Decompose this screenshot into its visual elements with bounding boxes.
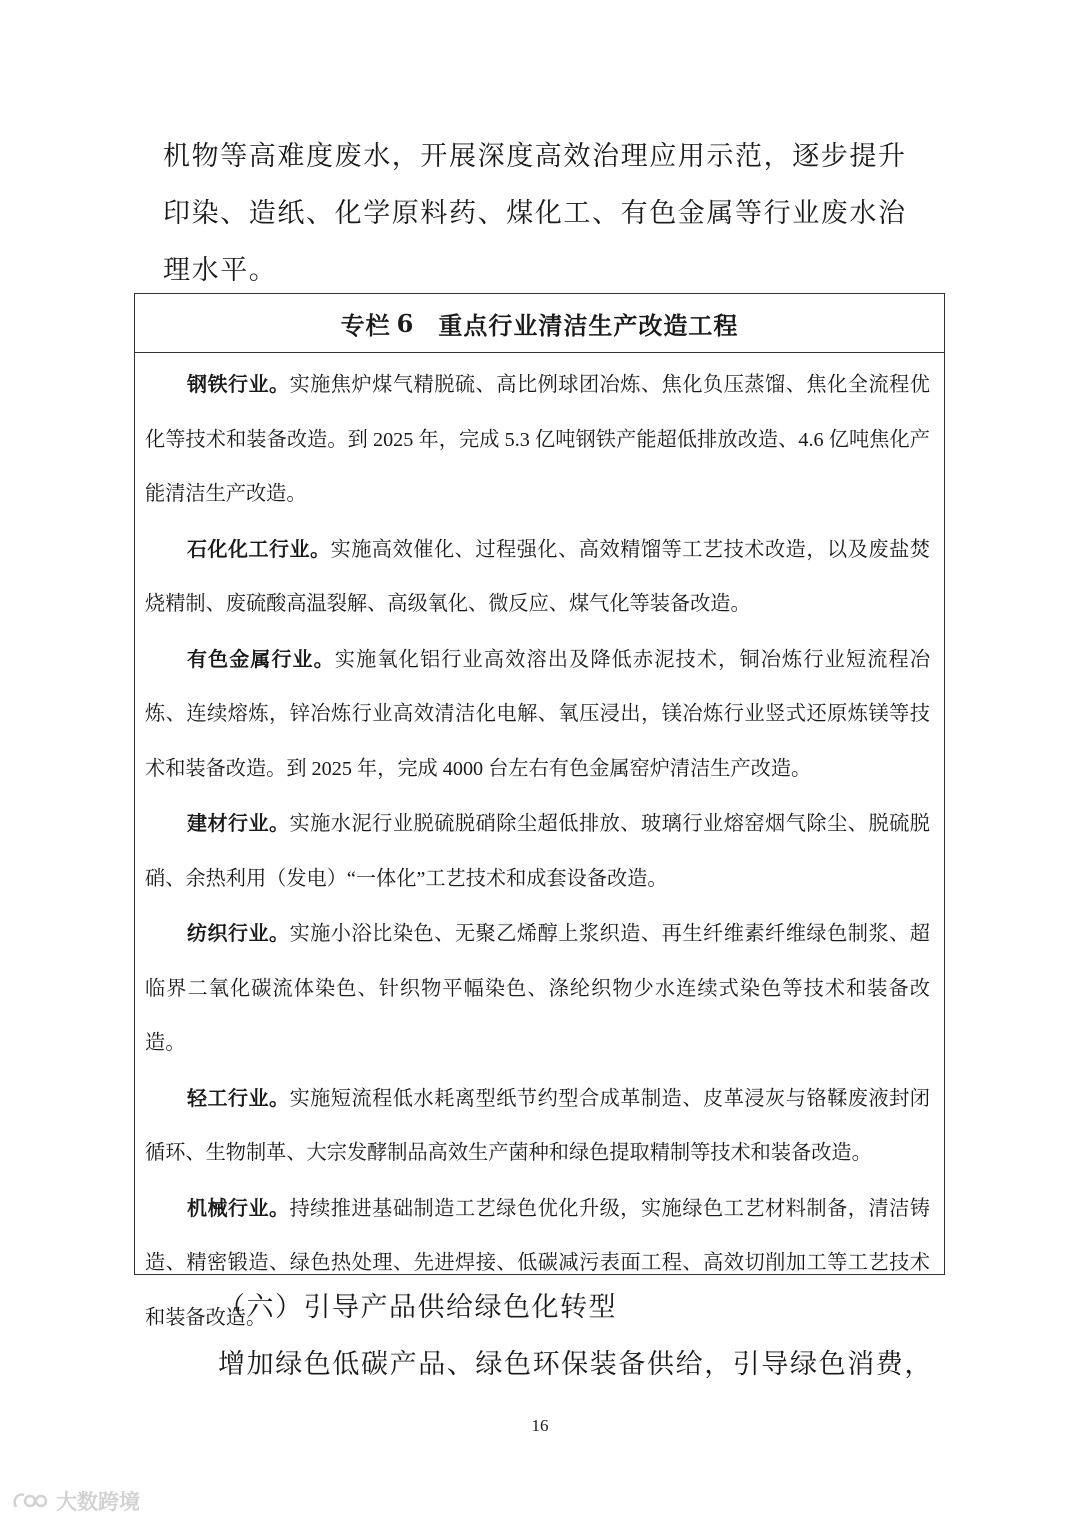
section-lead: 轻工行业。 <box>187 1085 290 1110</box>
section-text: 实施水泥行业脱硫脱硝除尘超低排放、玻璃行业熔窑烟气除尘、脱硫脱硝、余热利用（发电）“一体化”工艺技术和成套设备改造。 <box>145 813 930 890</box>
body-paragraph: 增加绿色低碳产品、绿色环保装备供给，引导绿色消费， <box>218 1349 933 1380</box>
section-text: 实施短流程低水耗离型纸节约型合成革制造、皮革浸灰与铬鞣废液封闭循环、生物制革、大宗发酵制品高效生产菌种和绿色提取精制等技术和装备改造。 <box>145 1087 930 1164</box>
brand-logo-icon <box>10 1489 50 1513</box>
section-text: 持续推进基础制造工艺绿色优化升级，实施绿色工艺材料制备，清洁铸造、精密锻造、绿色热处理、先进焊接、低碳减污表面工程、高效切削加工等工艺技术和装备改造。 <box>145 1197 930 1329</box>
page-number: 16 <box>531 1416 549 1435</box>
column-title-number: 6 <box>396 308 415 338</box>
section-lead: 机械行业。 <box>187 1195 290 1220</box>
section-nonferrous <box>145 632 930 797</box>
section-lead: 钢铁行业。 <box>187 372 290 396</box>
watermark-text: 大数跨境 <box>56 1490 140 1514</box>
column-title-prefix: 专栏 <box>340 310 391 340</box>
section-lead: 石化化工行业。 <box>187 536 331 561</box>
section-text: 实施焦炉煤气精脱硫、高比例球团冶炼、焦化负压蒸馏、焦化全流程优化等技术和装备改造。到 2025 年，完成 5.3 亿吨钢铁产能超低排放改造、4.6 亿吨焦化产能清洁生产改造。 <box>145 374 930 505</box>
column-body <box>135 353 944 1345</box>
column-title-main: 重点行业清洁生产改造工程 <box>438 310 739 340</box>
intro-paragraph: 机物等高难度废水，开展深度高效治理应用示范，逐步提升印染、造纸、化学原料药、煤化工、有色金属等行业废水治理水平。 <box>163 141 907 286</box>
section-textile <box>145 906 930 1071</box>
section-steel <box>145 357 930 522</box>
section-light-industry <box>145 1071 930 1181</box>
column-title <box>135 294 944 353</box>
subheading: （六）引导产品供给绿色化转型 <box>218 1292 617 1323</box>
section-lead: 有色金属行业。 <box>187 646 335 671</box>
section-lead: 纺织行业。 <box>187 921 290 945</box>
section-lead: 建材行业。 <box>187 811 290 835</box>
section-text: 实施高效催化、过程强化、高效精馏等工艺技术改造，以及废盐焚烧精制、废硫酸高温裂解、高级氧化、微反应、煤气化等装备改造。 <box>145 538 930 615</box>
section-text: 实施氧化铝行业高效溶出及降低赤泥技术，铜冶炼行业短流程冶炼、连续熔炼，锌冶炼行业高效清洁化电解、氧压浸出，镁冶炼行业竖式还原炼镁等技术和装备改造。到 2025 年，完成 4000 台左右有色金属窑炉清洁生产改造。 <box>145 648 931 780</box>
watermark <box>10 1486 140 1516</box>
section-text: 实施小浴比染色、无聚乙烯醇上浆织造、再生纤维素纤维绿色制浆、超临界二氧化碳流体染色、针织物平幅染色、涤纶织物少水连续式染色等技术和装备改造。 <box>145 923 930 1054</box>
section-building-materials <box>145 796 930 906</box>
section-petrochemical <box>145 522 930 632</box>
